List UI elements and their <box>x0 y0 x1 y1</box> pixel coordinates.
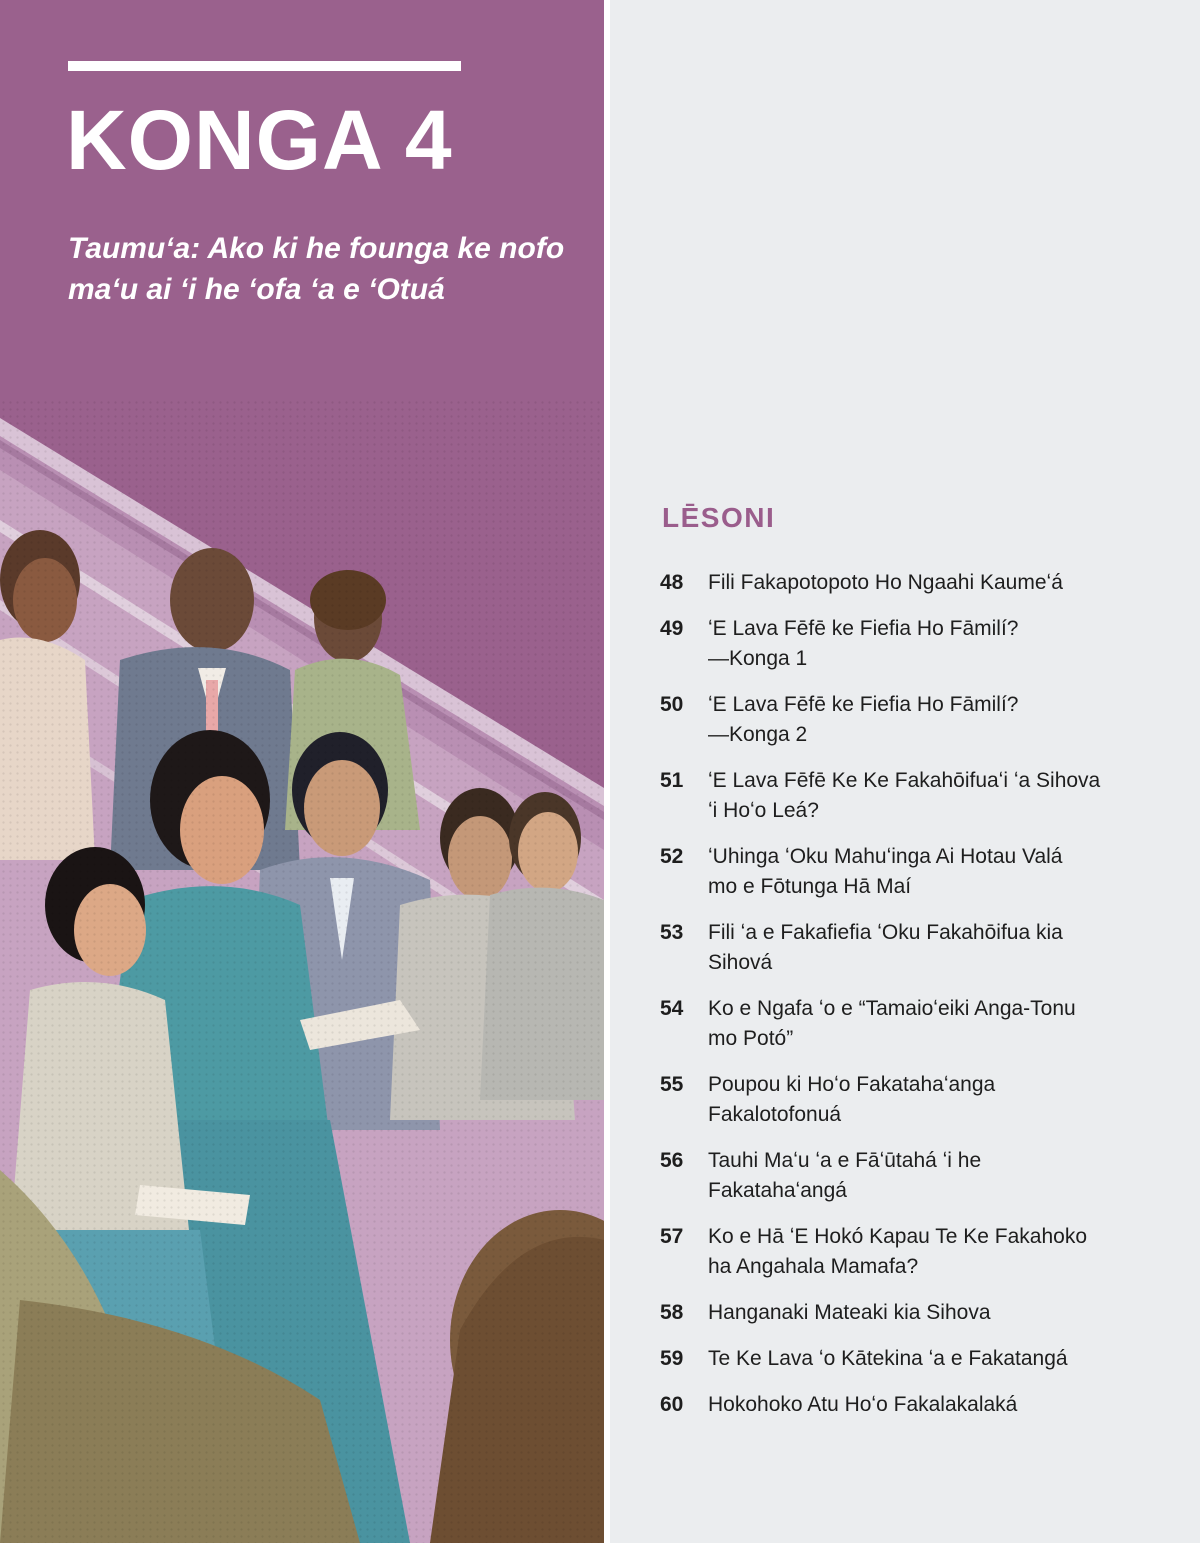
lesson-title: ʻE Lava Fēfē ke Fiefia Ho Fāmilí? —Konga 1 <box>708 617 1019 670</box>
lesson-title: Ko e Ngafa ʻo e “Tamaioʻeiki Anga-Tonu mo Potó” <box>708 997 1076 1050</box>
lesson-title: Fili ʻa e Fakafiefia ʻOku Fakahōifua kia Sihová <box>708 921 1063 974</box>
title-rule <box>68 61 461 71</box>
lesson-item[interactable] <box>660 1070 1180 1130</box>
lesson-number: 57 <box>660 1225 684 1248</box>
lesson-number: 52 <box>660 845 684 868</box>
lesson-item[interactable] <box>660 766 1180 826</box>
lesson-list <box>660 568 1180 1436</box>
lesson-number: 49 <box>660 617 684 640</box>
lesson-title: Fili Fakapotopoto Ho Ngaahi Kaumeʻá <box>708 571 1063 594</box>
lesson-item[interactable] <box>660 1222 1180 1282</box>
lesson-number: 50 <box>660 693 684 716</box>
lesson-title: ʻE Lava Fēfē Ke Ke Fakahōifuaʻi ʻa Sihova ʻi Hoʻo Leá? <box>708 769 1101 822</box>
part-subtitle: Taumuʻa: Ako ki he founga ke nofo maʻu ai ʻi he ʻofa ʻa e ʻOtuá <box>68 232 565 307</box>
lesson-item[interactable] <box>660 614 1180 674</box>
lesson-number: 60 <box>660 1393 684 1416</box>
lesson-item[interactable] <box>660 568 1180 598</box>
congregation-illustration <box>0 400 604 1543</box>
lesson-title: Hokohoko Atu Hoʻo Fakalakalaká <box>708 1393 1018 1416</box>
lesson-number: 54 <box>660 997 684 1020</box>
lesson-item[interactable] <box>660 918 1180 978</box>
lessons-heading: LĒSONI <box>662 502 776 533</box>
lesson-item[interactable] <box>660 1146 1180 1206</box>
lesson-title: Hanganaki Mateaki kia Sihova <box>708 1301 991 1324</box>
lesson-title: Poupou ki Hoʻo Fakatahaʻanga Fakalotofonuá <box>708 1073 996 1126</box>
lesson-title: ʻE Lava Fēfē ke Fiefia Ho Fāmilí? —Konga 2 <box>708 693 1019 746</box>
lesson-item[interactable] <box>660 1390 1180 1420</box>
lesson-number: 59 <box>660 1347 684 1370</box>
lesson-number: 56 <box>660 1149 684 1172</box>
lesson-item[interactable] <box>660 994 1180 1054</box>
lesson-number: 53 <box>660 921 684 944</box>
lesson-number: 55 <box>660 1073 684 1096</box>
lesson-number: 51 <box>660 769 684 792</box>
lesson-title: ʻUhinga ʻOku Mahuʻinga Ai Hotau Valá mo e Fōtunga Hā Maí <box>708 845 1063 898</box>
lesson-item[interactable] <box>660 1344 1180 1374</box>
lesson-index-panel <box>610 0 1200 1543</box>
lesson-item[interactable] <box>660 1298 1180 1328</box>
lesson-title: Te Ke Lava ʻo Kātekina ʻa e Fakatangá <box>708 1347 1068 1370</box>
lesson-number: 48 <box>660 571 684 594</box>
lesson-title: Ko e Hā ʻE Hokó Kapau Te Ke Fakahoko ha Angahala Mamafa? <box>708 1225 1088 1278</box>
lesson-title: Tauhi Maʻu ʻa e Fāʻūtahá ʻi he Fakatahaʻangá <box>708 1149 982 1202</box>
lesson-number: 58 <box>660 1301 684 1324</box>
lesson-item[interactable] <box>660 842 1180 902</box>
lesson-item[interactable] <box>660 690 1180 750</box>
part-title: KONGA 4 <box>66 93 453 187</box>
